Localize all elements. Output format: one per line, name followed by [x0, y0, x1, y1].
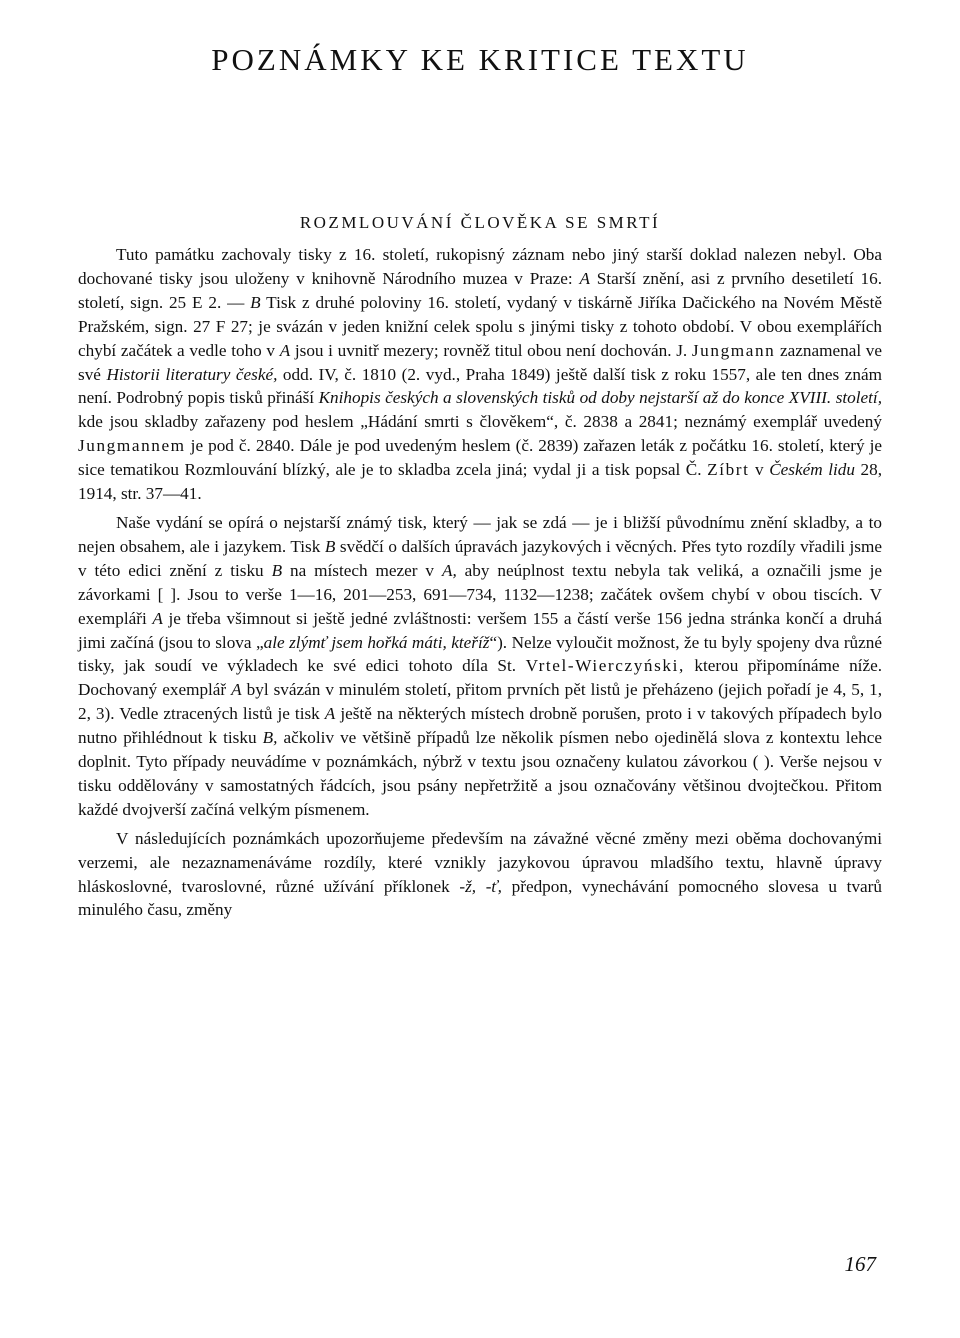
italic-text: B	[250, 292, 261, 312]
text-run: ačkoliv ve většině případů lze několik písmen nebo ojedinělá slova z kontextu lehce doplnit. Tyto případy neuvádíme v poznámkách, nýbrž v textu jsou označeny kulatou závorkou ( ). Verše nejsou v tisku oddělovány v samostatných řádcích, jsou psány nepřetržitě a jsou označovány většinou dvojtečkou. Přitom každé dvojverší začíná velkým písmenem.	[78, 728, 882, 819]
italic-text: B,	[262, 728, 278, 748]
text-run: v	[749, 460, 770, 480]
text-run: “). Nelze vyloučit možnost, že tu byly spojeny dva různé tisky, jak soudí ve výkladech ke své edici tohoto díla St.	[78, 632, 883, 676]
italic-text: Českém lidu	[769, 460, 855, 480]
text-run: kde jsou skladby zařazeny pod heslem „Hádání smrti s člověkem“, č. 2838 a 2841; neznámý exemplář uvedený	[78, 412, 882, 432]
italic-text: A	[152, 608, 163, 628]
spaced-name: Jungmann	[691, 340, 776, 360]
text-run: na místech mezer v	[282, 560, 442, 580]
italic-text: B	[324, 536, 336, 556]
text-run: Tuto památku zachovaly tisky z 16. století, rukopisný záznam nebo jiný starší doklad nalezen nebyl. Oba dochované tisky jsou uloženy v knihovně Národního muzea v Praze:	[78, 245, 882, 288]
paragraph	[78, 511, 882, 822]
paragraph	[78, 243, 882, 506]
italic-text: A,	[441, 560, 457, 580]
text-run: 28, 1914, str. 37—41.	[78, 460, 882, 504]
text-run: Naše vydání se opírá o nejstarší známý tisk, který — jak se zdá — je i bližší původnímu znění skladby, a to nejen obsahem, ale i jazykem. Tisk	[78, 512, 882, 556]
text-run: Starší znění, asi z prvního desetiletí 16. století, sign. 25 E 2. —	[78, 268, 883, 312]
text-run: byl svázán v minulém století, přitom prvních pět listů je přeházeno (jejich pořadí je 4, 5, 1, 2, 3). Vedle ztracených listů je tisk	[78, 680, 882, 724]
text-run: ještě na některých místech drobně porušen, proto i v takových případech bylo nutno přihlédnout k tisku	[78, 704, 882, 748]
italic-text: B	[271, 560, 283, 580]
text-run: aby neúplnost textu nebyla tak veliká, a označili jsme je závorkami [ ]. Jsou to verše 1—16, 201—253, 691—734, 1132—1238; začátek ovšem chybí v obou tiscích. V exempláři	[78, 560, 882, 628]
italic-text: A	[324, 704, 336, 724]
text-run: Tisk z druhé poloviny 16. století, vydaný v tiskárně Jiříka Dačického na Novém Městě Pražském, sign. 27 F 27; je svázán v jeden knižní celek spolu s jinými tisky z tohoto období. V obou exemplářích chybí začátek a vedle toho v	[78, 292, 882, 360]
page-number: 167	[844, 1252, 876, 1276]
italic-text: Historii literatury české,	[106, 364, 278, 384]
text-run: je třeba všimnout si ještě jedné zvláštnosti: veršem 155 a částí verše 156 jedna stránka končí a druhá jimi začíná (jsou to slova „	[78, 608, 882, 652]
spaced-name: Jungmannem	[78, 436, 186, 456]
text-run: předpon, vynechávání pomocného slovesa u tvarů minulého času, změny	[78, 876, 882, 920]
body-text	[78, 243, 882, 927]
italic-text: -ž, -ť,	[459, 876, 502, 896]
italic-text: A	[579, 268, 590, 288]
page-title: POZNÁMKY KE KRITICE TEXTU	[211, 42, 749, 77]
spaced-name: Zíbrt	[707, 460, 750, 480]
italic-text: A	[279, 340, 291, 360]
text-run: svědčí o dalších úpravách jazykových i věcných. Přes tyto rozdíly vřadili jsme v této edici znění z tisku	[78, 536, 882, 580]
text-run: odd. IV, č. 1810 (2. vyd., Praha 1849) ještě další tisk z roku 1557, ale ten dnes znám není. Podrobný popis tisků přináší	[78, 364, 882, 408]
italic-text: ale zlýmť jsem hořká máti, kteříž	[263, 632, 490, 652]
text-run: je pod č. 2840. Dále je pod uvedeným heslem (č. 2839) zařazen leták z počátku 16. století, který je sice tematikou Rozmlouvání blízký, ale je to skladba zcela jiná; vydal ji a tisk popsal Č.	[78, 436, 882, 480]
text-run: zaznamenal ve své	[78, 340, 883, 384]
text-run: kterou připomínáme níže. Dochovaný exemplář	[78, 656, 882, 700]
italic-text: Knihopis českých a slovenských tisků od doby nejstarší až do konce XVIII. století,	[318, 388, 883, 408]
italic-text: A	[231, 680, 242, 700]
paragraph	[78, 827, 882, 923]
section-heading: ROZMLOUVÁNÍ ČLOVĚKA SE SMRTÍ	[299, 213, 661, 232]
spaced-name: Vrtel-Wierczyński,	[525, 656, 685, 676]
text-run: jsou i uvnitř mezery; rovněž titul obou není dochován. J.	[290, 340, 692, 360]
text-run: V následujících poznámkách upozorňujeme především na závažné věcné změny mezi oběma dochovanými verzemi, ale nezaznamenáváme rozdíly, které vznikly jazykovou úpravou mladšího textu, hlavně úpravy hláskoslovné, tvaroslovné, různé užívání příklonek	[78, 828, 882, 896]
